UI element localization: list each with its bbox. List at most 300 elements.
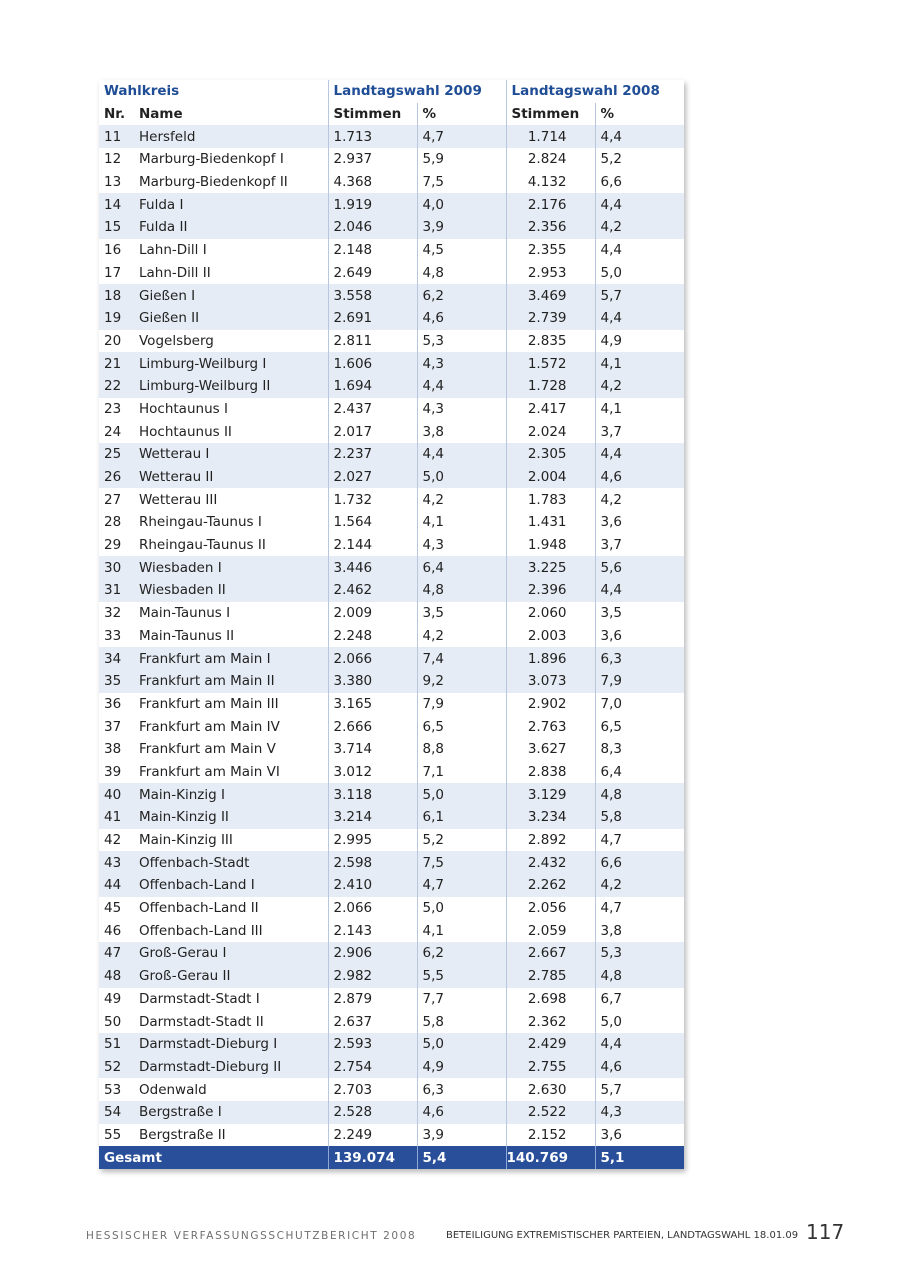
cell-nr: 12 (104, 151, 122, 168)
cell-percent-2009: 6,5 (417, 715, 506, 738)
cell-nr: 31 (99, 579, 134, 602)
cell-percent-2008: 3,6 (595, 625, 684, 648)
cell-stimmen-2008: 4.132 (506, 171, 595, 194)
cell-nr: 15 (99, 216, 134, 239)
cell-name: Frankfurt am Main V (139, 741, 276, 758)
cell-stimmen-2008: 1.728 (506, 375, 595, 398)
cell-nr: 47 (99, 942, 134, 965)
cell-stimmen-2009: 3.558 (328, 284, 417, 307)
cell-name: Offenbach-Stadt (134, 851, 328, 874)
cell-name: Hersfeld (134, 125, 328, 148)
cell-name: Gießen II (134, 307, 328, 330)
table-row (99, 1124, 684, 1147)
cell-stimmen-2008: 2.763 (506, 715, 595, 738)
cell-stimmen-2009: 3.380 (328, 670, 417, 693)
cell-percent-2008: 6,5 (595, 715, 684, 738)
cell-stimmen-2009: 3.214 (328, 806, 417, 829)
cell-percent-2009: 4,9 (417, 1056, 506, 1079)
table-row (99, 1078, 684, 1101)
cell-percent-2009: 4,6 (417, 1101, 506, 1124)
cell-nr: 27 (104, 491, 122, 508)
cell-percent-2009: 9,2 (417, 670, 506, 693)
cell-nr: 44 (99, 874, 134, 897)
cell-nr: 23 (104, 400, 122, 417)
column-header-nr: Nr. (104, 106, 126, 123)
table-row (99, 420, 684, 443)
cell-percent-2009: 5,2 (417, 829, 506, 852)
cell-stimmen-2008: 1.783 (506, 488, 595, 511)
cell-name: Rheingau-Taunus II (139, 537, 266, 554)
table-row (99, 806, 684, 829)
table-row (99, 216, 684, 239)
cell-nr: 18 (99, 284, 134, 307)
cell-percent-2008: 5,3 (595, 942, 684, 965)
cell-stimmen-2009: 2.249 (328, 1124, 417, 1147)
cell-percent-2009: 6,2 (417, 942, 506, 965)
cell-percent-2008: 4,7 (595, 829, 684, 852)
cell-nr: 41 (99, 806, 134, 829)
cell-stimmen-2008: 2.698 (506, 988, 595, 1011)
cell-stimmen-2008: 3.129 (506, 783, 595, 806)
cell-stimmen-2009: 2.703 (328, 1078, 417, 1101)
table-row (99, 375, 684, 398)
cell-percent-2009: 5,0 (417, 783, 506, 806)
cell-stimmen-2009: 2.410 (328, 874, 417, 897)
cell-nr: 43 (99, 851, 134, 874)
cell-percent-2008: 7,0 (595, 693, 684, 716)
table-row (99, 829, 684, 852)
cell-name: Wetterau I (134, 443, 328, 466)
cell-stimmen-2009: 2.148 (328, 239, 417, 262)
cell-percent-2009: 4,2 (417, 625, 506, 648)
cell-percent-2008: 4,4 (595, 239, 684, 262)
cell-name: Darmstadt-Stadt II (139, 1013, 264, 1030)
cell-stimmen-2009: 2.248 (328, 625, 417, 648)
cell-nr: 16 (104, 242, 122, 259)
cell-percent-2009: 3,9 (417, 1124, 506, 1147)
cell-nr: 25 (99, 443, 134, 466)
cell-name: Groß-Gerau I (134, 942, 328, 965)
table-row (99, 239, 684, 262)
cell-stimmen-2008: 3.469 (506, 284, 595, 307)
cell-stimmen-2008: 2.305 (506, 443, 595, 466)
table-row (99, 715, 684, 738)
cell-percent-2009: 4,6 (417, 307, 506, 330)
cell-stimmen-2008: 3.627 (506, 738, 595, 761)
table-row (99, 307, 684, 330)
table-row (99, 602, 684, 625)
cell-stimmen-2008: 3.225 (506, 556, 595, 579)
cell-stimmen-2009: 2.937 (328, 148, 417, 171)
cell-nr: 42 (104, 832, 122, 849)
total-label: Gesamt (99, 1146, 328, 1169)
cell-stimmen-2008: 2.056 (506, 897, 595, 920)
cell-stimmen-2009: 3.714 (328, 738, 417, 761)
cell-percent-2009: 3,8 (417, 420, 506, 443)
cell-percent-2009: 6,3 (417, 1078, 506, 1101)
cell-stimmen-2008: 2.003 (506, 625, 595, 648)
cell-percent-2008: 3,6 (595, 1124, 684, 1147)
cell-stimmen-2009: 1.564 (328, 511, 417, 534)
cell-stimmen-2008: 2.262 (506, 874, 595, 897)
cell-name: Frankfurt am Main II (134, 670, 328, 693)
table-row (99, 534, 684, 557)
total-stimmen-2009: 139.074 (328, 1146, 417, 1169)
cell-percent-2009: 6,2 (417, 284, 506, 307)
cell-name: Marburg-Biedenkopf I (139, 151, 284, 168)
table-row (99, 761, 684, 784)
cell-percent-2008: 3,7 (595, 420, 684, 443)
table-row (99, 579, 684, 602)
cell-nr: 17 (104, 264, 122, 281)
cell-stimmen-2008: 2.004 (506, 466, 595, 489)
cell-stimmen-2009: 1.732 (328, 488, 417, 511)
table-row (99, 193, 684, 216)
cell-percent-2009: 7,5 (417, 171, 506, 194)
cell-nr: 39 (104, 763, 122, 780)
cell-stimmen-2008: 1.572 (506, 352, 595, 375)
cell-stimmen-2009: 2.666 (328, 715, 417, 738)
cell-percent-2009: 4,3 (417, 352, 506, 375)
cell-percent-2009: 7,7 (417, 988, 506, 1011)
cell-percent-2008: 4,8 (595, 783, 684, 806)
cell-stimmen-2008: 2.667 (506, 942, 595, 965)
cell-nr: 14 (99, 193, 134, 216)
column-header-stimmen-2009: Stimmen (328, 103, 417, 126)
cell-nr: 35 (99, 670, 134, 693)
cell-percent-2008: 6,6 (595, 171, 684, 194)
cell-stimmen-2008: 1.431 (506, 511, 595, 534)
cell-name: Offenbach-Land I (134, 874, 328, 897)
cell-percent-2008: 8,3 (595, 738, 684, 761)
cell-nr: 54 (99, 1101, 134, 1124)
cell-name: Darmstadt-Dieburg II (134, 1056, 328, 1079)
cell-name: Lahn-Dill I (139, 242, 207, 259)
table-row (99, 897, 684, 920)
table-row (99, 738, 684, 761)
column-header-stimmen-2008: Stimmen (506, 103, 595, 126)
cell-nr: 53 (104, 1081, 122, 1098)
cell-percent-2008: 4,8 (595, 965, 684, 988)
cell-percent-2008: 4,2 (595, 874, 684, 897)
cell-percent-2009: 4,0 (417, 193, 506, 216)
cell-nr: 33 (104, 627, 122, 644)
table-row (99, 1101, 684, 1124)
cell-percent-2008: 4,2 (595, 488, 684, 511)
cell-stimmen-2008: 2.356 (506, 216, 595, 239)
cell-name: Rheingau-Taunus I (139, 514, 262, 531)
group-header-row (99, 80, 684, 103)
cell-stimmen-2009: 3.446 (328, 556, 417, 579)
cell-stimmen-2009: 2.462 (328, 579, 417, 602)
cell-percent-2009: 4,8 (417, 579, 506, 602)
cell-stimmen-2008: 2.739 (506, 307, 595, 330)
cell-stimmen-2008: 2.417 (506, 398, 595, 421)
cell-percent-2008: 4,3 (595, 1101, 684, 1124)
cell-percent-2009: 4,1 (417, 919, 506, 942)
table-row (99, 352, 684, 375)
cell-stimmen-2008: 1.714 (506, 125, 595, 148)
cell-percent-2008: 5,8 (595, 806, 684, 829)
cell-stimmen-2009: 1.606 (328, 352, 417, 375)
cell-stimmen-2009: 2.691 (328, 307, 417, 330)
cell-percent-2008: 3,8 (595, 919, 684, 942)
cell-percent-2008: 4,4 (595, 193, 684, 216)
cell-percent-2008: 7,9 (595, 670, 684, 693)
cell-stimmen-2009: 2.649 (328, 262, 417, 285)
cell-stimmen-2008: 2.630 (506, 1078, 595, 1101)
table-row (99, 443, 684, 466)
cell-percent-2008: 5,7 (595, 284, 684, 307)
cell-nr: 37 (104, 718, 122, 735)
table-row (99, 965, 684, 988)
cell-percent-2009: 5,0 (417, 897, 506, 920)
cell-name: Offenbach-Land II (139, 900, 259, 917)
cell-name: Bergstraße I (134, 1101, 328, 1124)
cell-stimmen-2009: 3.012 (328, 761, 417, 784)
cell-percent-2009: 5,8 (417, 1010, 506, 1033)
cell-stimmen-2008: 2.429 (506, 1033, 595, 1056)
cell-nr: 13 (104, 174, 122, 191)
table-row (99, 1056, 684, 1079)
cell-percent-2008: 4,2 (595, 216, 684, 239)
cell-stimmen-2009: 2.144 (328, 534, 417, 557)
election-results-table (99, 80, 684, 1169)
cell-stimmen-2009: 2.046 (328, 216, 417, 239)
cell-stimmen-2009: 3.165 (328, 693, 417, 716)
cell-nr: 46 (104, 922, 122, 939)
cell-percent-2009: 7,1 (417, 761, 506, 784)
cell-nr: 50 (104, 1013, 122, 1030)
cell-percent-2008: 3,5 (595, 602, 684, 625)
cell-stimmen-2009: 2.027 (328, 466, 417, 489)
cell-stimmen-2009: 2.237 (328, 443, 417, 466)
cell-nr: 48 (99, 965, 134, 988)
cell-percent-2008: 5,0 (595, 262, 684, 285)
table-row (99, 284, 684, 307)
cell-stimmen-2008: 2.785 (506, 965, 595, 988)
cell-percent-2009: 4,3 (417, 398, 506, 421)
column-header-name: Name (139, 106, 183, 123)
cell-name: Darmstadt-Dieburg I (134, 1033, 328, 1056)
cell-stimmen-2008: 2.152 (506, 1124, 595, 1147)
cell-stimmen-2008: 1.948 (506, 534, 595, 557)
cell-stimmen-2008: 2.838 (506, 761, 595, 784)
cell-percent-2009: 3,9 (417, 216, 506, 239)
cell-nr: 32 (104, 605, 122, 622)
header-landtagswahl-2009: Landtagswahl 2009 (328, 80, 506, 103)
table-row (99, 783, 684, 806)
cell-stimmen-2009: 1.919 (328, 193, 417, 216)
cell-stimmen-2008: 2.060 (506, 602, 595, 625)
cell-percent-2008: 3,6 (595, 511, 684, 534)
cell-stimmen-2009: 2.982 (328, 965, 417, 988)
cell-percent-2008: 6,7 (595, 988, 684, 1011)
cell-percent-2009: 6,1 (417, 806, 506, 829)
cell-name: Main-Kinzig III (139, 832, 233, 849)
cell-stimmen-2009: 2.143 (328, 919, 417, 942)
cell-percent-2009: 7,9 (417, 693, 506, 716)
cell-stimmen-2008: 2.432 (506, 851, 595, 874)
table-row (99, 693, 684, 716)
cell-percent-2008: 5,2 (595, 148, 684, 171)
cell-percent-2008: 6,3 (595, 647, 684, 670)
table-row (99, 398, 684, 421)
cell-name: Offenbach-Land III (139, 922, 263, 939)
cell-name: Gießen I (134, 284, 328, 307)
cell-percent-2008: 4,4 (595, 579, 684, 602)
cell-percent-2008: 4,6 (595, 466, 684, 489)
table-row (99, 988, 684, 1011)
cell-stimmen-2008: 1.896 (506, 647, 595, 670)
cell-percent-2008: 6,6 (595, 851, 684, 874)
cell-percent-2009: 4,5 (417, 239, 506, 262)
cell-nr: 38 (104, 741, 122, 758)
table-row (99, 148, 684, 171)
table-row (99, 1010, 684, 1033)
cell-percent-2009: 4,3 (417, 534, 506, 557)
cell-stimmen-2009: 4.368 (328, 171, 417, 194)
cell-stimmen-2008: 2.902 (506, 693, 595, 716)
table-row (99, 1033, 684, 1056)
header-wahlkreis: Wahlkreis (104, 83, 180, 100)
column-header-percent-2009: % (417, 103, 506, 126)
cell-percent-2008: 4,4 (595, 307, 684, 330)
cell-nr: 24 (104, 423, 122, 440)
cell-nr: 29 (104, 537, 122, 554)
table-row (99, 670, 684, 693)
table-body (99, 125, 684, 1146)
cell-stimmen-2008: 2.362 (506, 1010, 595, 1033)
cell-stimmen-2009: 3.118 (328, 783, 417, 806)
cell-stimmen-2009: 2.906 (328, 942, 417, 965)
column-header-row (99, 103, 684, 126)
cell-name: Main-Taunus I (139, 605, 231, 622)
cell-name: Odenwald (139, 1081, 207, 1098)
cell-nr: 40 (99, 783, 134, 806)
total-percent-2009: 5,4 (417, 1146, 506, 1169)
cell-stimmen-2009: 1.713 (328, 125, 417, 148)
cell-name: Hochtaunus II (139, 423, 232, 440)
table-row (99, 262, 684, 285)
cell-name: Frankfurt am Main III (139, 695, 279, 712)
cell-percent-2009: 5,0 (417, 466, 506, 489)
cell-percent-2008: 5,0 (595, 1010, 684, 1033)
cell-percent-2008: 4,6 (595, 1056, 684, 1079)
cell-stimmen-2009: 2.017 (328, 420, 417, 443)
cell-stimmen-2008: 2.059 (506, 919, 595, 942)
cell-stimmen-2009: 2.637 (328, 1010, 417, 1033)
cell-stimmen-2008: 2.824 (506, 148, 595, 171)
cell-name: Wiesbaden II (134, 579, 328, 602)
cell-stimmen-2008: 2.892 (506, 829, 595, 852)
table-row (99, 125, 684, 148)
cell-percent-2009: 5,5 (417, 965, 506, 988)
cell-nr: 30 (99, 556, 134, 579)
cell-stimmen-2008: 2.755 (506, 1056, 595, 1079)
cell-percent-2009: 4,7 (417, 125, 506, 148)
cell-percent-2008: 4,1 (595, 398, 684, 421)
table-row (99, 851, 684, 874)
cell-stimmen-2009: 1.694 (328, 375, 417, 398)
cell-stimmen-2009: 2.066 (328, 647, 417, 670)
cell-name: Main-Kinzig I (134, 783, 328, 806)
cell-name: Frankfurt am Main IV (139, 718, 280, 735)
cell-stimmen-2009: 2.995 (328, 829, 417, 852)
cell-name: Fulda I (134, 193, 328, 216)
cell-stimmen-2009: 2.437 (328, 398, 417, 421)
footer-report-title: HESSISCHER VERFASSUNGSSCHUTZBERICHT 2008 (86, 1230, 417, 1242)
cell-percent-2008: 4,7 (595, 897, 684, 920)
cell-percent-2008: 4,9 (595, 330, 684, 353)
cell-name: Frankfurt am Main VI (139, 763, 280, 780)
cell-name: Fulda II (134, 216, 328, 239)
cell-stimmen-2008: 2.024 (506, 420, 595, 443)
cell-nr: 19 (99, 307, 134, 330)
column-header-percent-2008: % (595, 103, 684, 126)
total-row (99, 1146, 684, 1169)
cell-stimmen-2009: 2.811 (328, 330, 417, 353)
cell-percent-2009: 7,5 (417, 851, 506, 874)
cell-percent-2008: 3,7 (595, 534, 684, 557)
cell-nr: 20 (104, 332, 122, 349)
cell-nr: 26 (99, 466, 134, 489)
table-row (99, 556, 684, 579)
cell-nr: 34 (99, 647, 134, 670)
cell-percent-2009: 5,3 (417, 330, 506, 353)
cell-stimmen-2008: 2.355 (506, 239, 595, 262)
header-landtagswahl-2008: Landtagswahl 2008 (506, 80, 684, 103)
cell-percent-2008: 5,6 (595, 556, 684, 579)
cell-stimmen-2009: 2.066 (328, 897, 417, 920)
cell-stimmen-2009: 2.879 (328, 988, 417, 1011)
cell-name: Lahn-Dill II (139, 264, 211, 281)
cell-name: Bergstraße II (139, 1126, 226, 1143)
cell-stimmen-2008: 2.522 (506, 1101, 595, 1124)
cell-nr: 45 (104, 900, 122, 917)
cell-name: Vogelsberg (139, 332, 214, 349)
total-percent-2008: 5,1 (595, 1146, 684, 1169)
footer-section-title: BETEILIGUNG EXTREMISTISCHER PARTEIEN, LANDTAGSWAHL 18.01.09 (446, 1230, 799, 1241)
cell-percent-2009: 3,5 (417, 602, 506, 625)
cell-name: Hochtaunus I (139, 400, 228, 417)
cell-name: Wiesbaden I (134, 556, 328, 579)
cell-percent-2008: 5,7 (595, 1078, 684, 1101)
cell-name: Wetterau III (139, 491, 218, 508)
cell-percent-2008: 6,4 (595, 761, 684, 784)
table-row (99, 488, 684, 511)
table-row (99, 647, 684, 670)
cell-nr: 55 (104, 1126, 122, 1143)
table-row (99, 511, 684, 534)
cell-nr: 22 (99, 375, 134, 398)
table-row (99, 466, 684, 489)
cell-percent-2009: 4,4 (417, 443, 506, 466)
cell-percent-2009: 5,0 (417, 1033, 506, 1056)
cell-percent-2009: 4,2 (417, 488, 506, 511)
cell-stimmen-2009: 2.593 (328, 1033, 417, 1056)
table-row (99, 874, 684, 897)
cell-stimmen-2008: 2.176 (506, 193, 595, 216)
cell-name: Frankfurt am Main I (134, 647, 328, 670)
election-results-table-container (99, 80, 684, 1169)
cell-name: Groß-Gerau II (134, 965, 328, 988)
cell-percent-2009: 7,4 (417, 647, 506, 670)
page-number: 117 (806, 1220, 845, 1244)
cell-stimmen-2009: 2.528 (328, 1101, 417, 1124)
total-stimmen-2008: 140.769 (506, 1146, 595, 1169)
cell-percent-2009: 4,7 (417, 874, 506, 897)
